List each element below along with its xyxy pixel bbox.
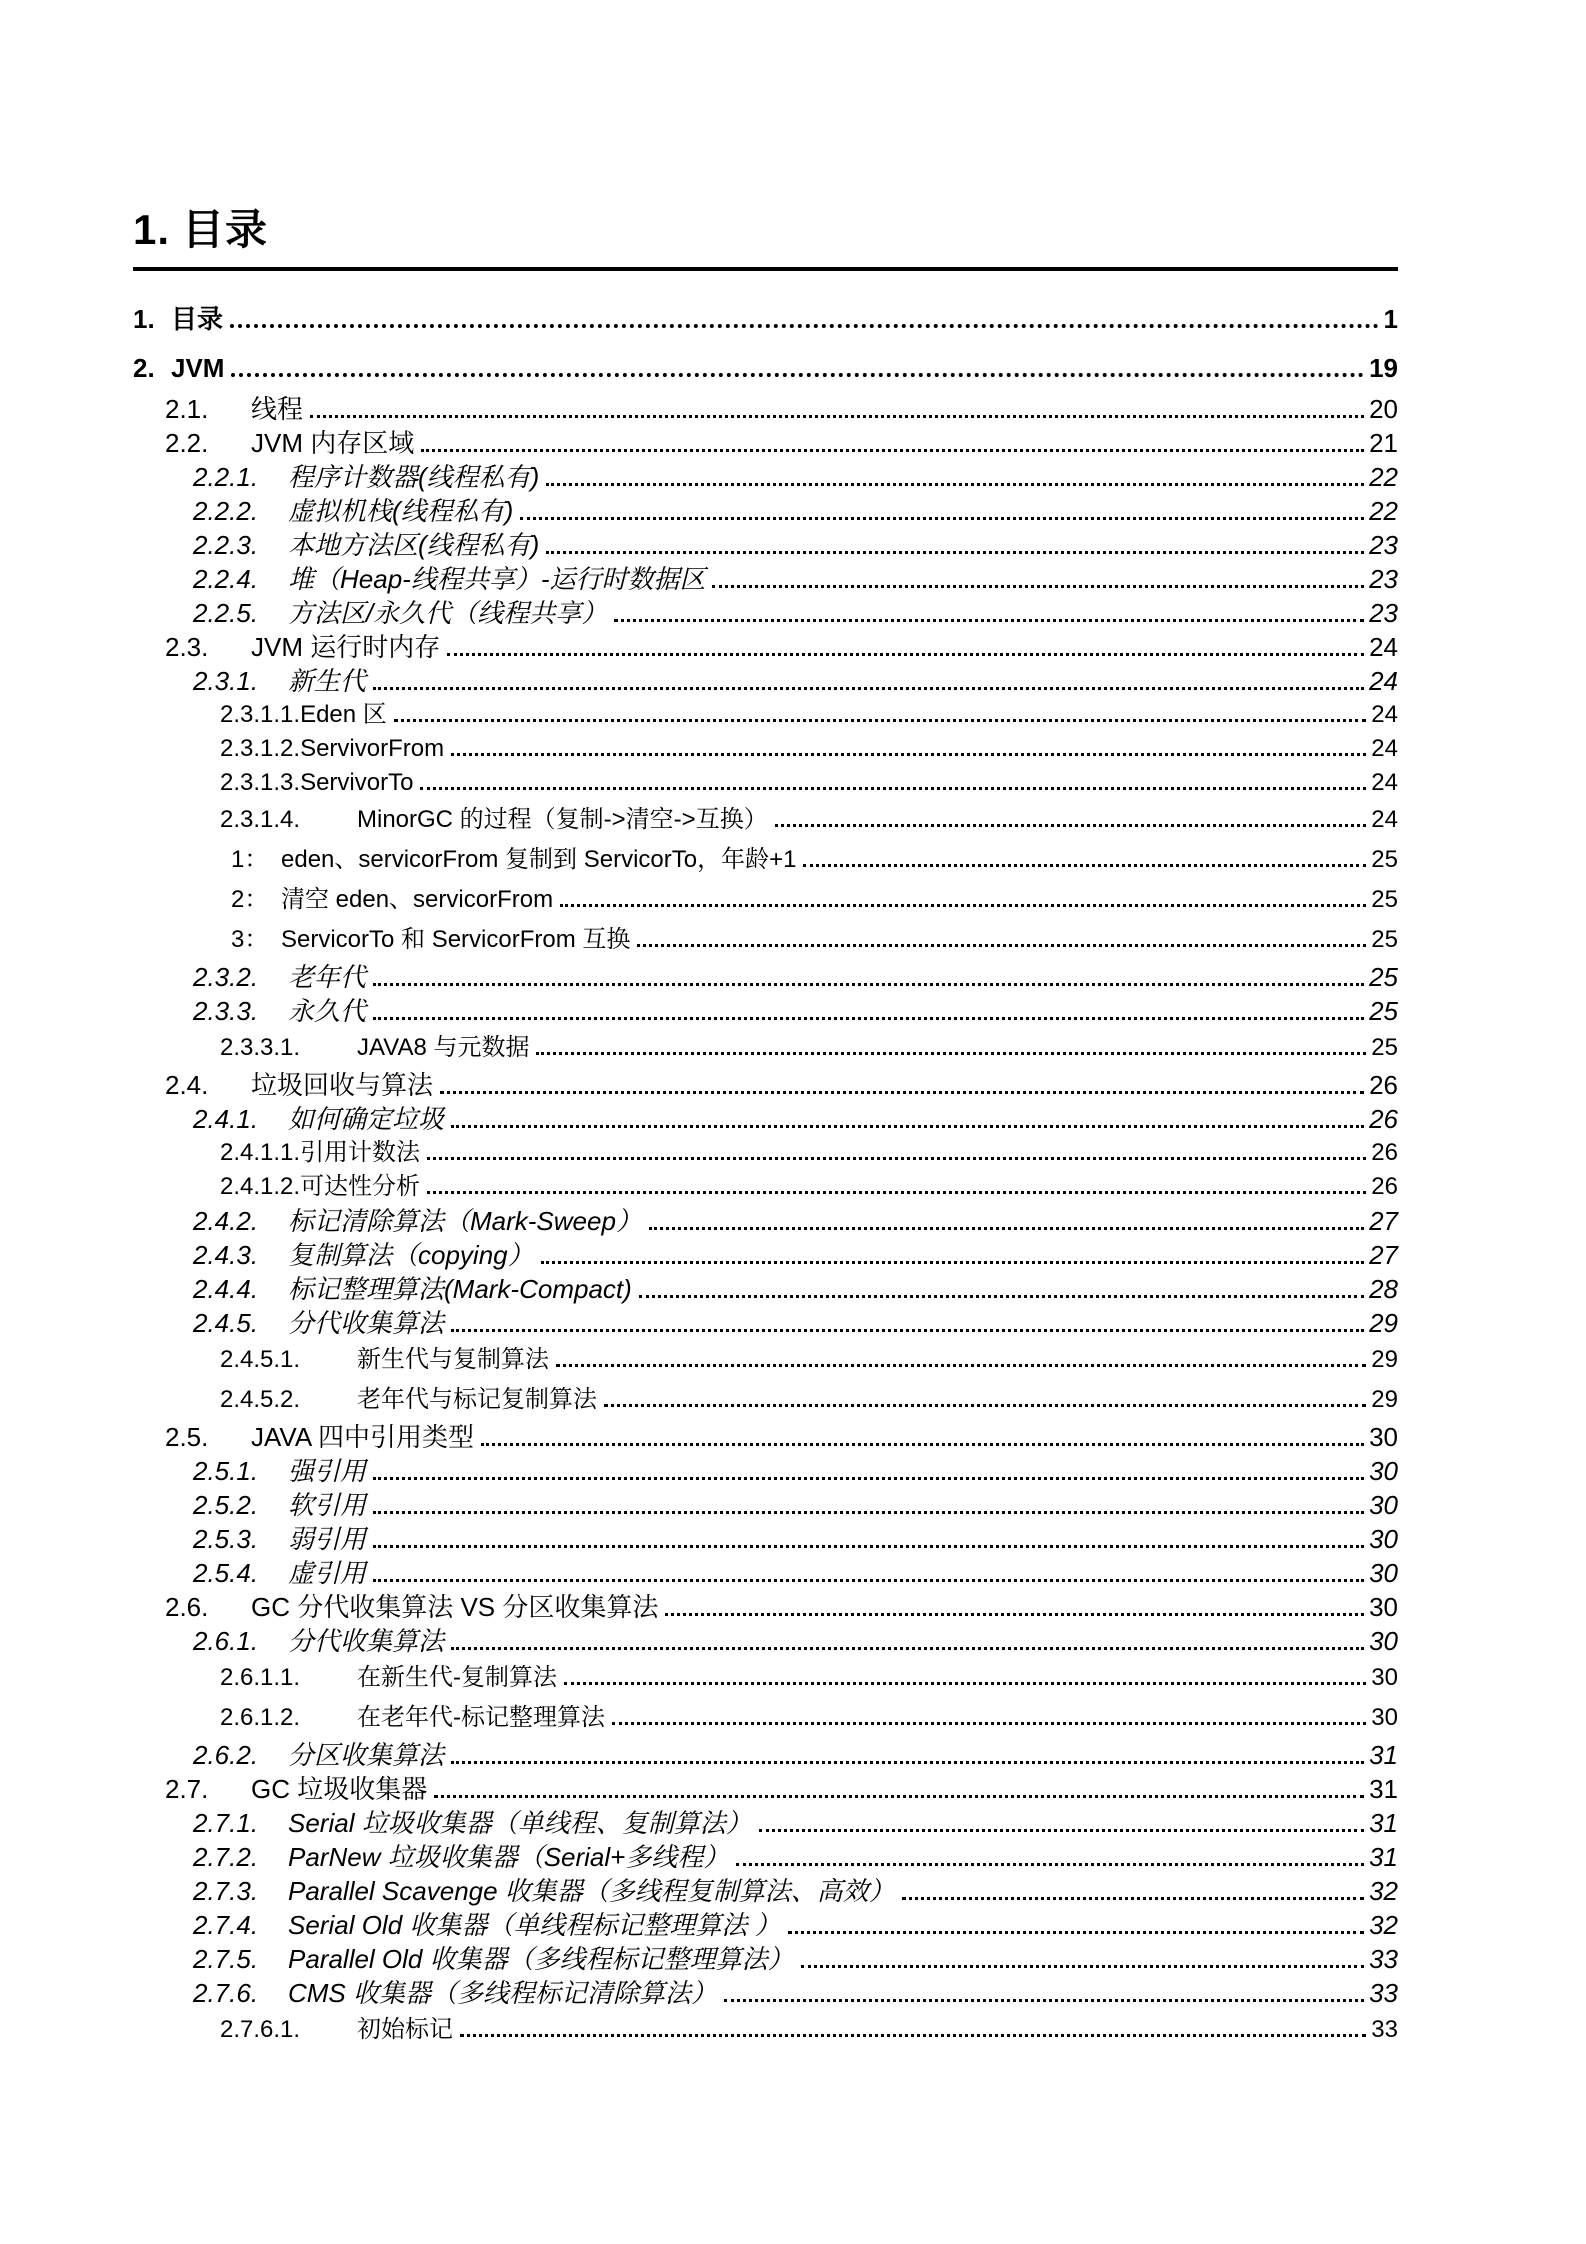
- toc-entry-number: 2.6.2.: [193, 1740, 259, 1770]
- toc-entry[interactable]: [133, 562, 1398, 596]
- toc-entry-number: 2.7.1.: [193, 1808, 259, 1838]
- toc-entry-number: 2.2.5.: [193, 598, 259, 628]
- toc-entry-label: 引用计数法: [300, 1139, 421, 1166]
- toc-entry-label: 在老年代-标记整理算法: [357, 1704, 605, 1731]
- toc-page-number: 25: [1371, 926, 1398, 953]
- toc-page-number: 22: [1369, 462, 1398, 492]
- toc-page-number: 26: [1369, 1070, 1398, 1100]
- page-title: [133, 202, 1398, 258]
- toc-page-number: 22: [1369, 496, 1398, 526]
- toc-entry-number: 2.4.1.2.: [220, 1173, 301, 1200]
- dot-leader: [451, 1761, 1364, 1764]
- dot-leader: [541, 1261, 1364, 1264]
- dot-leader: [373, 983, 1364, 986]
- toc-entry-label: 分代收集算法: [288, 1626, 445, 1656]
- dot-leader: [451, 1125, 1364, 1128]
- toc-page-number: 33: [1369, 1944, 1398, 1974]
- toc-entry-label: 线程: [251, 394, 304, 424]
- toc-entry-number: 3：: [231, 926, 269, 953]
- toc-entry-label: 老年代与标记复制算法: [357, 1386, 597, 1413]
- toc-entry-number: 2.4.1.: [193, 1104, 259, 1134]
- toc-entry-label: Serial Old 收集器（单线程标记整理算法 ）: [288, 1910, 781, 1940]
- toc-entry-label: CMS 收集器（多线程标记清除算法）: [288, 1978, 718, 2008]
- toc-entry[interactable]: [133, 800, 1398, 840]
- toc-entry-label: ServicorTo 和 ServicorFrom 互换: [281, 926, 631, 953]
- toc-entry[interactable]: [133, 698, 1398, 732]
- toc-entry-label: Parallel Old 收集器（多线程标记整理算法）: [288, 1944, 794, 1974]
- dot-leader: [373, 1545, 1364, 1548]
- toc-page-number: 25: [1371, 846, 1398, 873]
- dot-leader: [520, 517, 1364, 520]
- toc-entry[interactable]: [133, 494, 1398, 528]
- toc-entry-label: 标记清除算法（Mark-Sweep）: [288, 1206, 642, 1236]
- toc-page-number: 28: [1369, 1274, 1398, 1304]
- toc-page-number: 24: [1369, 666, 1398, 696]
- toc-entry-number: 2.6.1.2.: [220, 1704, 301, 1731]
- toc-entry-label: 强引用: [288, 1456, 367, 1486]
- dot-leader: [546, 483, 1364, 486]
- toc-entry-label: JAVA 四中引用类型: [251, 1422, 474, 1452]
- dot-leader: [801, 1965, 1364, 1968]
- dot-leader: [421, 449, 1364, 452]
- dot-leader: [556, 1364, 1366, 1367]
- toc-entry-label: GC 垃圾收集器: [251, 1774, 428, 1804]
- toc-entry-number: 2.4.5.1.: [220, 1346, 301, 1373]
- dot-leader: [612, 1722, 1366, 1725]
- toc-entry-number: 2.2.: [165, 428, 209, 458]
- toc-entry[interactable]: [133, 1556, 1398, 1590]
- toc-entry-number: 2.3.1.3.: [220, 769, 301, 796]
- toc-entry-label: ServivorTo: [300, 769, 414, 796]
- toc-entry[interactable]: [133, 2010, 1398, 2050]
- dot-leader: [712, 585, 1364, 588]
- toc-entry[interactable]: [133, 1738, 1398, 1772]
- toc-entry[interactable]: [133, 960, 1398, 994]
- dot-leader: [604, 1404, 1366, 1407]
- toc-page-number: 29: [1371, 1346, 1398, 1373]
- toc-entry-label: 方法区/永久代（线程共享）: [288, 598, 608, 628]
- toc-entry[interactable]: [133, 1840, 1398, 1874]
- toc-entry-number: 2.3.1.: [193, 666, 259, 696]
- toc-entry[interactable]: [133, 1204, 1398, 1238]
- toc-page-number: 30: [1371, 1664, 1398, 1691]
- toc-entry-number: 1.: [133, 304, 155, 334]
- toc-entry[interactable]: [133, 1102, 1398, 1136]
- toc-entry-label: 分区收集算法: [288, 1740, 445, 1770]
- toc-entry[interactable]: [133, 460, 1398, 494]
- toc-entry[interactable]: [133, 1380, 1398, 1420]
- toc-entry-label: 分代收集算法: [288, 1308, 445, 1338]
- toc-entry-label: MinorGC 的过程（复制->清空->互换）: [357, 806, 768, 833]
- toc-entry-label: eden、servicorFrom 复制到 ServicorTo，年龄+1: [281, 846, 797, 873]
- toc-entry-label: ServivorFrom: [300, 735, 445, 762]
- toc-entry[interactable]: [133, 840, 1398, 880]
- toc-entry-number: 2.2.2.: [193, 496, 259, 526]
- toc-entry-label: 虚拟机栈(线程私有): [288, 496, 514, 526]
- toc-page-number: 30: [1369, 1626, 1398, 1656]
- toc-page-number: 32: [1369, 1910, 1398, 1940]
- toc-entry[interactable]: [133, 880, 1398, 920]
- toc-page-number: 25: [1371, 1034, 1398, 1061]
- dot-leader: [394, 719, 1367, 722]
- toc-entry-number: 2.4.2.: [193, 1206, 259, 1236]
- toc-page-number: 30: [1369, 1422, 1398, 1452]
- toc-entry-label: 弱引用: [288, 1524, 367, 1554]
- toc-entry-number: 2.3.1.2.: [220, 735, 301, 762]
- toc-page-number: 1: [1383, 304, 1398, 334]
- toc-entry-number: 1：: [231, 846, 269, 873]
- toc-entry[interactable]: [133, 1028, 1398, 1068]
- dot-leader: [639, 1295, 1364, 1298]
- toc-entry-label: Serial 垃圾收集器（单线程、复制算法）: [288, 1808, 752, 1838]
- toc-entry[interactable]: [133, 1238, 1398, 1272]
- toc-entry-label: GC 分代收集算法 VS 分区收集算法: [251, 1592, 659, 1622]
- toc-entry-label: 初始标记: [357, 2016, 453, 2043]
- toc-entry-number: 2.5.4.: [193, 1558, 259, 1588]
- toc-entry-number: 2.3.3.1.: [220, 1034, 301, 1061]
- dot-leader: [788, 1931, 1364, 1934]
- toc-entry-label: 可达性分析: [300, 1173, 421, 1200]
- toc-page-number: 24: [1371, 701, 1398, 728]
- toc-entry[interactable]: [133, 1698, 1398, 1738]
- toc-entry-label: 复制算法（copying）: [288, 1240, 534, 1270]
- toc-entry-number: 2.6.1.1.: [220, 1664, 301, 1691]
- dot-leader: [451, 1647, 1364, 1650]
- toc-page-number: 20: [1369, 394, 1398, 424]
- dot-leader: [460, 2034, 1366, 2037]
- page-title-number: 1.: [133, 206, 171, 253]
- toc-entry[interactable]: [133, 1340, 1398, 1380]
- toc-entry-label: 垃圾回收与算法: [251, 1070, 434, 1100]
- toc-page-number: 29: [1371, 1386, 1398, 1413]
- dot-leader: [230, 324, 1379, 328]
- toc-entry-number: 2.3.3.: [193, 996, 259, 1026]
- dot-leader: [420, 787, 1366, 790]
- toc-entry[interactable]: [133, 1306, 1398, 1340]
- dot-leader: [231, 373, 1364, 377]
- toc-entry[interactable]: [133, 664, 1398, 698]
- toc-entry-label: 在新生代-复制算法: [357, 1664, 557, 1691]
- dot-leader: [546, 551, 1364, 554]
- dot-leader: [427, 1157, 1366, 1160]
- toc-entry-number: 2.2.1.: [193, 462, 259, 492]
- dot-leader: [759, 1829, 1364, 1832]
- toc-entry-number: 2.5.: [165, 1422, 209, 1452]
- toc-entry-number: 2.7.6.1.: [220, 2016, 301, 2043]
- toc-page-number: 30: [1371, 1704, 1398, 1731]
- toc-entry-number: 2.4.4.: [193, 1274, 259, 1304]
- toc-page-number: 31: [1369, 1740, 1398, 1770]
- toc-entry[interactable]: [133, 1454, 1398, 1488]
- toc-entry[interactable]: [133, 1908, 1398, 1942]
- toc-entry-label: 新生代与复制算法: [357, 1346, 549, 1373]
- toc-entry-label: JVM: [171, 353, 225, 383]
- toc-entry-number: 2.4.1.1.: [220, 1139, 301, 1166]
- toc-page-number: 32: [1369, 1876, 1398, 1906]
- toc-page-number: 33: [1371, 2016, 1398, 2043]
- toc-page-number: 26: [1369, 1104, 1398, 1134]
- toc-entry-number: 2.5.1.: [193, 1456, 259, 1486]
- toc-page-number: 33: [1369, 1978, 1398, 2008]
- toc-page-number: 31: [1369, 1774, 1398, 1804]
- toc-entry-label: Parallel Scavenge 收集器（多线程复制算法、高效）: [288, 1876, 895, 1906]
- toc-page-number: 25: [1371, 886, 1398, 913]
- toc-entry[interactable]: [133, 732, 1398, 766]
- toc-entry[interactable]: [133, 1068, 1398, 1102]
- dot-leader: [724, 1999, 1364, 2002]
- toc-entry[interactable]: [133, 994, 1398, 1028]
- toc-entry[interactable]: [133, 1136, 1398, 1170]
- dot-leader: [310, 415, 1364, 418]
- toc-entry-number: 2.4.3.: [193, 1240, 259, 1270]
- dot-leader: [373, 687, 1364, 690]
- toc-entry-number: 2.7.: [165, 1774, 209, 1804]
- dot-leader: [373, 1477, 1364, 1480]
- toc-entry[interactable]: [133, 1488, 1398, 1522]
- toc-entry-number: 2.2.3.: [193, 530, 259, 560]
- dot-leader: [373, 1579, 1364, 1582]
- toc-page-number: 27: [1369, 1240, 1398, 1270]
- toc-entry[interactable]: [133, 1624, 1398, 1658]
- toc-entry-number: 2.7.2.: [193, 1842, 259, 1872]
- toc-entry[interactable]: [133, 351, 1398, 385]
- toc-page-number: 30: [1369, 1524, 1398, 1554]
- toc-entry-number: 2.1.: [165, 394, 209, 424]
- toc-page-number: 30: [1369, 1490, 1398, 1520]
- toc-list: [133, 302, 1398, 2050]
- dot-leader: [803, 864, 1366, 867]
- toc-entry-label: 软引用: [288, 1490, 367, 1520]
- toc-entry[interactable]: [133, 1420, 1398, 1454]
- dot-leader: [775, 824, 1367, 827]
- dot-leader: [481, 1443, 1364, 1446]
- toc-entry[interactable]: [133, 1976, 1398, 2010]
- toc-entry[interactable]: [133, 1170, 1398, 1204]
- toc-page-number: 29: [1369, 1308, 1398, 1338]
- toc-entry-number: 2.: [133, 353, 155, 383]
- toc-entry-number: 2.5.2.: [193, 1490, 259, 1520]
- toc-entry[interactable]: [133, 630, 1398, 664]
- toc-page-number: 26: [1371, 1139, 1398, 1166]
- toc-page-number: 24: [1371, 769, 1398, 796]
- toc-page-number: 23: [1369, 564, 1398, 594]
- toc-entry[interactable]: [133, 1806, 1398, 1840]
- toc-entry[interactable]: [133, 1522, 1398, 1556]
- toc-entry-label: 新生代: [288, 666, 367, 696]
- toc-entry-number: 2.3.2.: [193, 962, 259, 992]
- toc-page-number: 31: [1369, 1808, 1398, 1838]
- toc-page-number: 25: [1369, 962, 1398, 992]
- toc-page-number: 25: [1369, 996, 1398, 1026]
- toc-entry-label: 如何确定垃圾: [288, 1104, 445, 1134]
- toc-entry-number: 2.3.: [165, 632, 209, 662]
- toc-entry-number: 2.6.1.: [193, 1626, 259, 1656]
- dot-leader: [373, 1511, 1364, 1514]
- dot-leader: [649, 1227, 1364, 1230]
- toc-page-number: 30: [1369, 1456, 1398, 1486]
- toc-entry-label: 老年代: [288, 962, 367, 992]
- toc-entry[interactable]: [133, 596, 1398, 630]
- dot-leader: [736, 1863, 1364, 1866]
- toc-page-number: 31: [1369, 1842, 1398, 1872]
- toc-entry[interactable]: [133, 766, 1398, 800]
- toc-entry-label: 标记整理算法(Mark-Compact): [288, 1274, 632, 1304]
- toc-entry[interactable]: [133, 1772, 1398, 1806]
- dot-leader: [440, 1091, 1364, 1094]
- dot-leader: [560, 904, 1366, 907]
- dot-leader: [564, 1682, 1366, 1685]
- dot-leader: [451, 753, 1366, 756]
- dot-leader: [665, 1613, 1364, 1616]
- toc-entry-label: 本地方法区(线程私有): [288, 530, 540, 560]
- toc-entry-number: 2.7.6.: [193, 1978, 259, 2008]
- toc-entry[interactable]: [133, 1874, 1398, 1908]
- toc-page-number: 23: [1369, 530, 1398, 560]
- dot-leader: [447, 653, 1364, 656]
- toc-entry-number: 2：: [231, 886, 269, 913]
- toc-page-number: 23: [1369, 598, 1398, 628]
- toc-page-number: 24: [1371, 806, 1398, 833]
- toc-entry-number: 2.7.5.: [193, 1944, 259, 1974]
- toc-page-number: 30: [1369, 1558, 1398, 1588]
- dot-leader: [451, 1329, 1364, 1332]
- dot-leader: [373, 1017, 1364, 1020]
- toc-page-number: 19: [1369, 353, 1398, 383]
- toc-entry-label: 目录: [171, 304, 224, 334]
- toc-entry-label: 堆（Heap-线程共享）-运行时数据区: [288, 564, 706, 594]
- page-title-text: 目录: [182, 206, 269, 253]
- toc-entry-number: 2.5.3.: [193, 1524, 259, 1554]
- toc-entry-label: Eden 区: [300, 701, 387, 728]
- toc-entry-label: 永久代: [288, 996, 367, 1026]
- toc-entry[interactable]: [133, 1272, 1398, 1306]
- toc-page-number: 21: [1369, 428, 1398, 458]
- toc-entry-label: 程序计数器(线程私有): [288, 462, 540, 492]
- toc-entry[interactable]: [133, 392, 1398, 426]
- toc-entry[interactable]: [133, 1590, 1398, 1624]
- dot-leader: [902, 1897, 1364, 1900]
- toc-entry-label: JVM 运行时内存: [251, 632, 441, 662]
- toc-entry-number: 2.6.: [165, 1592, 209, 1622]
- toc-entry[interactable]: [133, 1658, 1398, 1698]
- toc-entry[interactable]: [133, 426, 1398, 460]
- toc-entry-number: 2.3.1.4.: [220, 806, 301, 833]
- toc-entry-label: JVM 内存区域: [251, 428, 415, 458]
- dot-leader: [637, 944, 1366, 947]
- dot-leader: [434, 1795, 1364, 1798]
- toc-entry[interactable]: [133, 302, 1398, 336]
- toc-entry-number: 2.4.5.2.: [220, 1386, 301, 1413]
- toc-entry-label: 清空 eden、servicorFrom: [281, 886, 554, 913]
- toc-entry[interactable]: [133, 1942, 1398, 1976]
- dot-leader: [536, 1052, 1366, 1055]
- dot-leader: [614, 619, 1364, 622]
- toc-entry-label: 虚引用: [288, 1558, 367, 1588]
- toc-entry-label: JAVA8 与元数据: [357, 1034, 530, 1061]
- toc-entry[interactable]: [133, 920, 1398, 960]
- toc-page-number: 27: [1369, 1206, 1398, 1236]
- toc-page-number: 24: [1371, 735, 1398, 762]
- dot-leader: [427, 1191, 1366, 1194]
- toc-entry-number: 2.2.4.: [193, 564, 259, 594]
- toc-entry-number: 2.4.: [165, 1070, 209, 1100]
- toc-entry-number: 2.7.4.: [193, 1910, 259, 1940]
- toc-entry-number: 2.3.1.1.: [220, 701, 301, 728]
- toc-entry-number: 2.4.5.: [193, 1308, 259, 1338]
- toc-entry-number: 2.7.3.: [193, 1876, 259, 1906]
- title-underline: [133, 267, 1398, 271]
- toc-page-number: 24: [1369, 632, 1398, 662]
- toc-page-number: 26: [1371, 1173, 1398, 1200]
- toc-entry[interactable]: [133, 528, 1398, 562]
- toc-page-number: 30: [1369, 1592, 1398, 1622]
- toc-entry-label: ParNew 垃圾收集器（Serial+多线程）: [288, 1842, 730, 1872]
